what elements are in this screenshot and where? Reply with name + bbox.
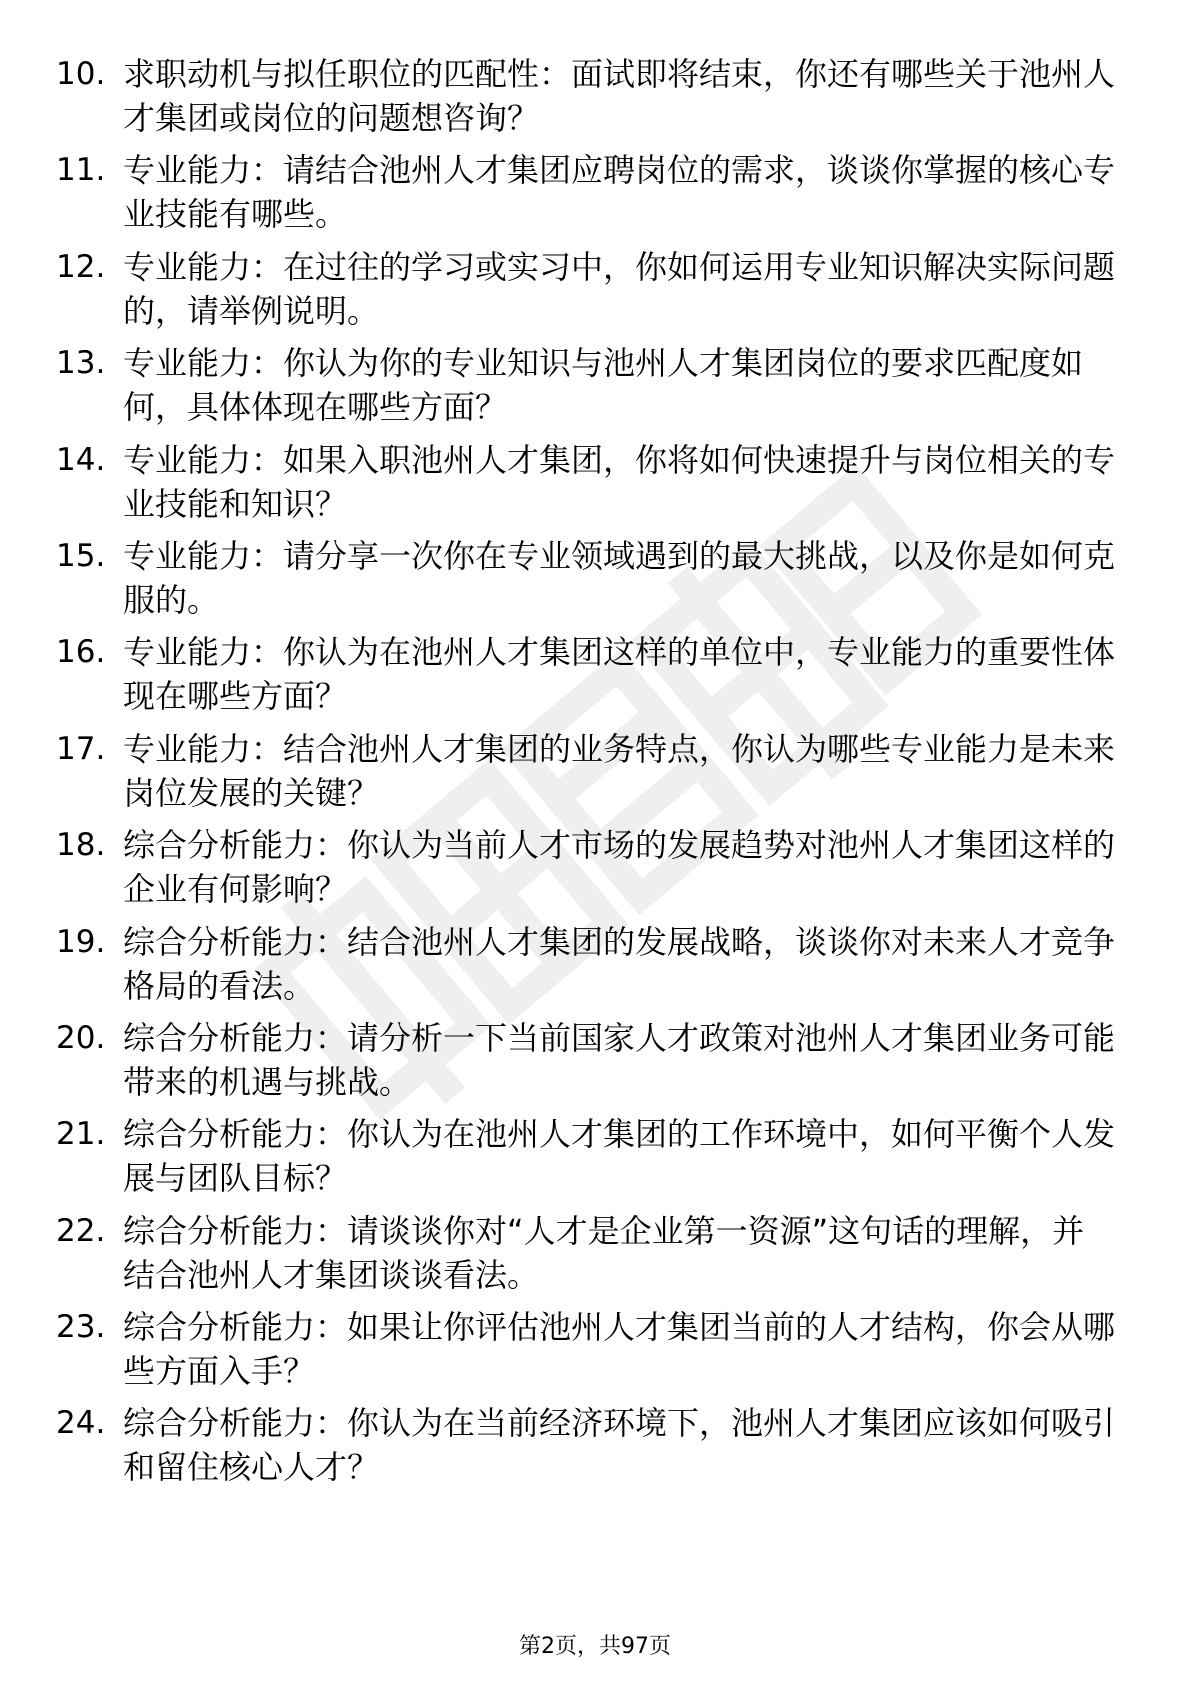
question-item: [56, 920, 1116, 1016]
question-number: 15.: [56, 537, 106, 574]
question-list: [56, 52, 1116, 1498]
question-text: 专业能力：在过往的学习或实习中，你如何运用专业知识解决实际问题的，请举例说明。: [123, 247, 1116, 330]
question-text: 专业能力：如果入职池州人才集团，你将如何快速提升与岗位相关的专业技能和知识？: [123, 440, 1116, 523]
question-item: [56, 534, 1116, 630]
question-item: [56, 1209, 1116, 1305]
question-number: 21.: [56, 1116, 106, 1153]
question-text: 综合分析能力：请分析一下当前国家人才政策对池州人才集团业务可能带来的机遇与挑战。: [123, 1018, 1116, 1101]
question-item: [56, 438, 1116, 534]
question-number: 13.: [56, 345, 106, 382]
question-text: 专业能力：结合池州人才集团的业务特点，你认为哪些专业能力是未来岗位发展的关键？: [123, 729, 1116, 812]
question-item: [56, 1112, 1116, 1208]
question-item: [56, 1016, 1116, 1112]
question-text: 专业能力：请结合池州人才集团应聘岗位的需求，谈谈你掌握的核心专业技能有哪些。: [123, 151, 1116, 234]
question-text: 专业能力：请分享一次你在专业领域遇到的最大挑战，以及你是如何克服的。: [123, 536, 1116, 619]
question-number: 23.: [56, 1309, 106, 1346]
question-number: 20.: [56, 1019, 106, 1056]
question-item: [56, 148, 1116, 244]
question-number: 24.: [56, 1405, 106, 1442]
question-text: 综合分析能力：你认为当前人才市场的发展趋势对池州人才集团这样的企业有何影响？: [123, 826, 1116, 909]
question-text: 综合分析能力：你认为在池州人才集团的工作环境中，如何平衡个人发展与团队目标？: [123, 1115, 1116, 1198]
question-item: [56, 630, 1116, 726]
question-number: 18.: [56, 827, 106, 864]
question-item: [56, 1305, 1116, 1401]
question-number: 17.: [56, 730, 106, 767]
question-text: 综合分析能力：如果让你评估池州人才集团当前的人才结构，你会从哪些方面入手？: [123, 1308, 1116, 1391]
question-text: 专业能力：你认为你的专业知识与池州人才集团岗位的要求匹配度如何，具体体现在哪些方面？: [123, 344, 1084, 427]
question-number: 14.: [56, 441, 106, 478]
question-item: [56, 52, 1116, 148]
question-item: [56, 1401, 1116, 1497]
page-number-label: 第2页，共97页: [519, 1634, 671, 1659]
question-item: [56, 245, 1116, 341]
question-number: 12.: [56, 248, 106, 285]
question-number: 16.: [56, 634, 106, 671]
question-item: [56, 341, 1116, 437]
question-number: 19.: [56, 923, 106, 960]
question-text: 综合分析能力：结合池州人才集团的发展战略，谈谈你对未来人才竞争格局的看法。: [123, 922, 1116, 1005]
page-footer: [0, 1632, 1190, 1662]
question-number: 10.: [56, 56, 106, 92]
question-text: 求职动机与拟任职位的匹配性：面试即将结束，你还有哪些关于池州人才集团或岗位的问题想咨询？: [123, 55, 1116, 137]
question-number: 11.: [56, 152, 106, 189]
question-number: 22.: [56, 1212, 106, 1249]
question-text: 专业能力：你认为在池州人才集团这样的单位中，专业能力的重要性体现在哪些方面？: [123, 633, 1116, 716]
question-item: [56, 727, 1116, 823]
question-text: 综合分析能力：请谈谈你对“人才是企业第一资源”这句话的理解，并结合池州人才集团谈谈看法。: [123, 1211, 1085, 1294]
question-text: 综合分析能力：你认为在当前经济环境下，池州人才集团应该如何吸引和留住核心人才？: [123, 1404, 1116, 1487]
question-item: [56, 823, 1116, 919]
